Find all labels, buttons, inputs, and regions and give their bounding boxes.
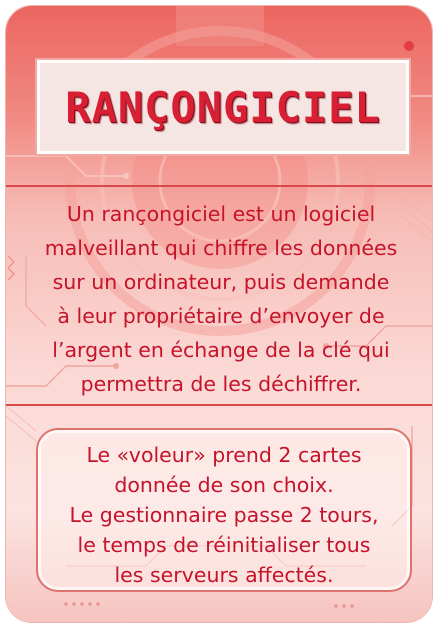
- description-line: à leur propriétaire d’envoyer de: [57, 304, 385, 328]
- title-banner: [37, 60, 409, 154]
- effect-line: le temps de réinitialiser tous: [77, 533, 371, 557]
- effect-line: Le gestionnaire passe 2 tours,: [69, 503, 379, 527]
- description-line: Un rançongiciel est un logiciel: [66, 202, 376, 226]
- card-description: [40, 197, 402, 401]
- card-title: RANÇONGICIEL: [65, 82, 381, 132]
- card-effect-text: [38, 440, 410, 590]
- card-effect-box: [36, 428, 412, 592]
- effect-line: donnée de son choix.: [114, 473, 334, 497]
- divider-bottom: [6, 404, 432, 406]
- description-line: malveillant qui chiffre les données: [44, 236, 398, 260]
- divider-top: [6, 185, 432, 187]
- description-line: permettra de les déchiffrer.: [80, 372, 362, 396]
- effect-line: Le «voleur» prend 2 cartes: [86, 443, 362, 467]
- description-line: l’argent en échange de la clé qui: [52, 338, 390, 362]
- game-card[interactable]: [6, 6, 432, 622]
- description-line: sur un ordinateur, puis demande: [52, 270, 390, 294]
- effect-line: les serveurs affectés.: [114, 563, 334, 587]
